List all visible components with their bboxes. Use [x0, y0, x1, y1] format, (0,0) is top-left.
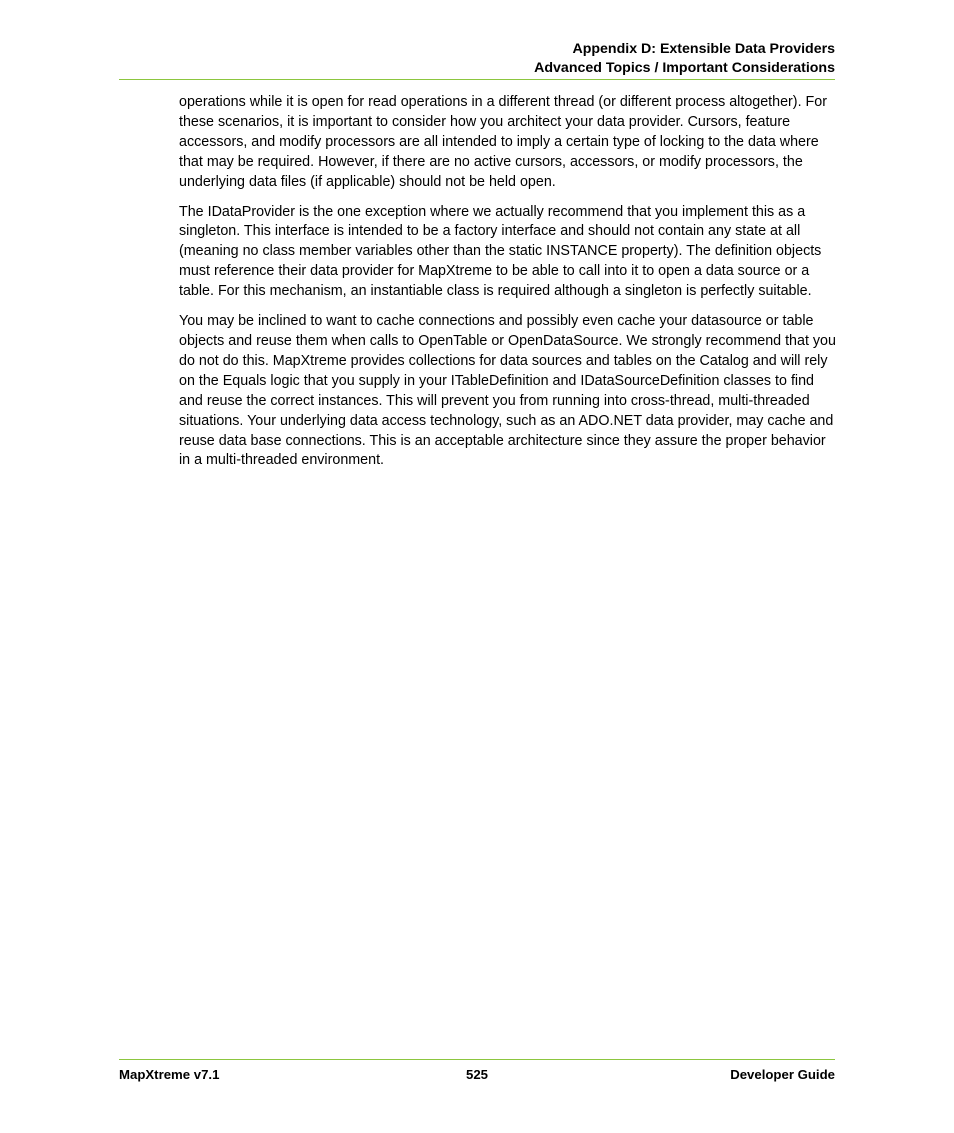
page-number: 525	[465, 1067, 488, 1082]
paragraph: operations while it is open for read operations in a different thread (or different process altogether). For these scenarios, it is important to consider how you architect your data provider. Cursors, feature accessors, and modify processors are all intended to imply a certain type of locking to the data where that may be required. However, if there are no active cursors, accessors, or modify processors, the underlying data files (if applicable) should not be held open.	[179, 94, 827, 190]
paragraph: The IDataProvider is the one exception where we actually recommend that you implement this as a singleton. This interface is intended to be a factory interface and should not contain any state at all (meaning no class member variables other than the static INSTANCE property). The definition objects must reference their data provider for MapXtreme to be able to call into it to open a data source or a table. For this mechanism, an instantiable class is required although a singleton is perfectly suitable.	[179, 203, 822, 300]
footer-product-name: MapXtreme v7.1	[119, 1067, 220, 1082]
footer-guide-name: Developer Guide	[730, 1067, 835, 1082]
running-footer	[119, 1066, 835, 1084]
running-header	[119, 40, 835, 77]
footer-divider	[119, 1059, 835, 1060]
header-section-title: Advanced Topics / Important Considerations	[534, 59, 835, 76]
header-divider	[119, 79, 835, 80]
main-content	[179, 93, 836, 481]
paragraph: You may be inclined to want to cache connections and possibly even cache your datasource or table objects and reuse them when calls to OpenTable or OpenDataSource. We strongly recommend that you do not do this. MapXtreme provides collections for data sources and tables on the Catalog and will rely on the Equals logic that you supply in your ITableDefinition and IDataSourceDefinition classes to find and reuse the correct instances. This will prevent you from running into cross-thread, multi-threaded situations. Your underlying data access technology, such as an ADO.NET data provider, may cache and reuse data base connections. This is an acceptable architecture since they assure the proper behavior in a multi-threaded environment.	[179, 313, 836, 469]
header-chapter-title: Appendix D: Extensible Data Providers	[572, 41, 835, 57]
